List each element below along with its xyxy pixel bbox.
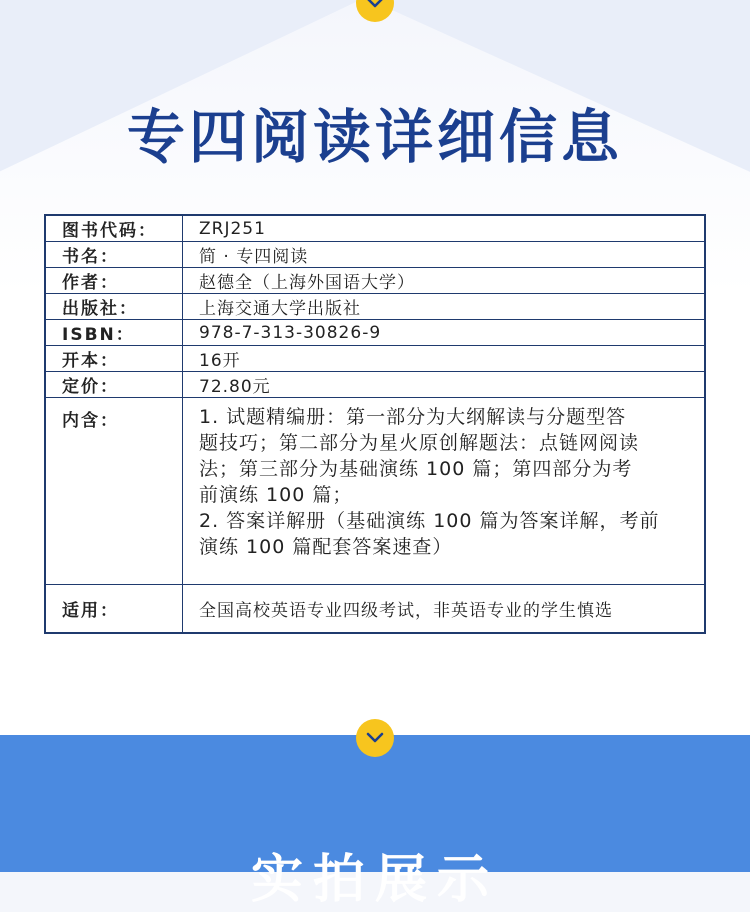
contents-line: 题技巧；第二部分为星火原创解题法：点链网阅读: [199, 432, 640, 454]
contents-line: 演练 100 篇配套答案速查）: [199, 536, 453, 558]
row-label: 出版社：: [45, 294, 183, 320]
row-label: 定价：: [45, 372, 183, 398]
table-row-contents: [45, 398, 705, 585]
table-row: [45, 268, 705, 294]
contents-line: 1. 试题精编册：第一部分为大纲解读与分题型答: [199, 406, 627, 428]
table-row: [45, 346, 705, 372]
row-label: ISBN：: [45, 320, 183, 346]
row-label: 开本：: [45, 346, 183, 372]
row-value: 978-7-313-30826-9: [183, 320, 706, 346]
row-label: 适用：: [45, 585, 183, 634]
table-row: [45, 372, 705, 398]
row-value: 赵德全（上海外国语大学）: [183, 268, 706, 294]
contents-text: [183, 398, 706, 585]
row-value: 16开: [183, 346, 706, 372]
contents-line: 2. 答案详解册（基础演练 100 篇为答案详解，考前: [199, 510, 660, 532]
chevron-down-icon: [356, 719, 394, 757]
section-title: 实拍展示: [250, 850, 499, 910]
contents-line: 前演练 100 篇；: [199, 484, 353, 506]
row-value: 全国高校英语专业四级考试，非英语专业的学生慎选: [183, 585, 706, 634]
row-label: 内含：: [45, 398, 183, 585]
book-info-table: [44, 214, 706, 634]
table-row: [45, 294, 705, 320]
contents-line: 法；第三部分为基础演练 100 篇；第四部分为考: [199, 458, 633, 480]
table-row: [45, 320, 705, 346]
page-title: 专四阅读详细信息: [126, 103, 623, 171]
table-row: [45, 242, 705, 268]
row-value: 上海交通大学出版社: [183, 294, 706, 320]
row-value: 72.80元: [183, 372, 706, 398]
row-value: ZRJ251: [183, 215, 706, 242]
table-row-usage: [45, 585, 705, 634]
row-label: 图书代码：: [45, 215, 183, 242]
row-value: 简 · 专四阅读: [183, 242, 706, 268]
row-label: 作者：: [45, 268, 183, 294]
table-row: [45, 215, 705, 242]
row-label: 书名：: [45, 242, 183, 268]
